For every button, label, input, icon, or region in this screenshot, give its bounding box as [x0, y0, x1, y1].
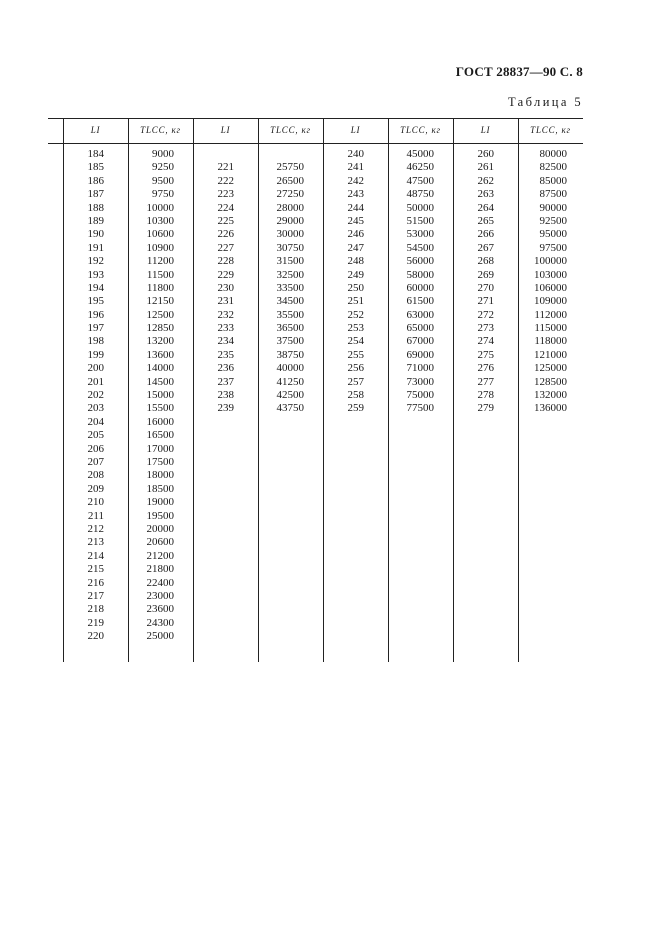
- li-cell: 212: [87, 522, 104, 535]
- table-caption: Таблица 5: [507, 95, 583, 109]
- tlcc-cell: 41250: [276, 375, 304, 388]
- tlcc-cell: 53000: [406, 228, 434, 241]
- tlcc-cell: 54500: [406, 241, 434, 254]
- tlcc-cell: 71000: [406, 362, 434, 375]
- li-cell: 253: [347, 322, 364, 335]
- li-cell: 270: [477, 281, 494, 294]
- tlcc-cell: 38750: [276, 348, 304, 361]
- tlcc-cell: 92500: [539, 214, 567, 227]
- tlcc-cell: 51500: [406, 214, 434, 227]
- li-cell: 238: [217, 389, 234, 402]
- header-tlcc-2: TLCC, кг: [270, 125, 311, 135]
- tlcc-cell: 95000: [539, 228, 567, 241]
- tlcc-cell: 9500: [152, 174, 174, 187]
- tlcc-cell: 14500: [146, 375, 174, 388]
- tlcc-cell: 21800: [146, 563, 174, 576]
- tlcc-cell: 121000: [534, 348, 567, 361]
- li-cell: 188: [87, 201, 104, 214]
- li-cell: 266: [477, 228, 494, 241]
- tlcc-cell: 46250: [406, 161, 434, 174]
- li-cell: 236: [217, 362, 234, 375]
- tlcc-cell: 30750: [276, 241, 304, 254]
- li-cell: 210: [87, 496, 104, 509]
- tlcc-cell: 87500: [539, 188, 567, 201]
- li-cell: 184: [87, 148, 104, 160]
- li-cell: 272: [477, 308, 494, 321]
- tlcc-cell: 36500: [276, 322, 304, 335]
- li-cell: 274: [477, 335, 494, 348]
- header-li-2: LI: [220, 125, 231, 135]
- li-cell: 218: [87, 603, 104, 616]
- tlcc-cell: 73000: [406, 375, 434, 388]
- li-cell: 217: [87, 589, 104, 602]
- li-cell: 244: [347, 201, 364, 214]
- tlcc-cell: 31500: [276, 255, 304, 268]
- li-cell: 186: [87, 174, 104, 187]
- li-cell: 268: [477, 255, 494, 268]
- li-cell: 205: [87, 429, 104, 442]
- li-cell: 257: [347, 375, 364, 388]
- li-cell: 191: [87, 241, 104, 254]
- li-cell: 265: [477, 214, 494, 227]
- tlcc-cell: 125000: [534, 362, 567, 375]
- tlcc-cell: 22400: [146, 576, 174, 589]
- tlcc-cell: 27250: [276, 188, 304, 201]
- tlcc-cell: 11200: [146, 255, 174, 268]
- li-cell: 189: [87, 214, 104, 227]
- li-cell: 200: [87, 362, 104, 375]
- li-cell: 275: [477, 348, 494, 361]
- tlcc-cell: 15000: [146, 389, 174, 402]
- tlcc-cell: 67000: [406, 335, 434, 348]
- li-cell: 216: [87, 576, 104, 589]
- tlcc-cell: 47500: [406, 174, 434, 187]
- tlcc-cell: 69000: [406, 348, 434, 361]
- tlcc-column-3: [388, 148, 434, 416]
- tlcc-cell: 112000: [534, 308, 567, 321]
- tlcc-cell: 60000: [406, 281, 434, 294]
- li-cell: 245: [347, 214, 364, 227]
- tlcc-cell: 10000: [146, 201, 174, 214]
- li-cell: 240: [347, 148, 364, 160]
- li-cell: 273: [477, 322, 494, 335]
- li-cell: 262: [477, 174, 494, 187]
- li-cell: 202: [87, 389, 104, 402]
- li-cell: 241: [347, 161, 364, 174]
- li-cell: 221: [217, 161, 234, 174]
- li-cell: 232: [217, 308, 234, 321]
- li-cell: 197: [87, 322, 104, 335]
- tlcc-cell: 65000: [406, 322, 434, 335]
- li-cell: 199: [87, 348, 104, 361]
- li-cell: 259: [347, 402, 364, 415]
- tlcc-cell: 103000: [534, 268, 567, 281]
- tlcc-cell: 132000: [534, 389, 567, 402]
- li-column-3: [323, 148, 364, 416]
- tlcc-cell: 25750: [276, 161, 304, 174]
- li-cell: 279: [477, 402, 494, 415]
- tlcc-column-2: [258, 148, 304, 416]
- li-cell: 255: [347, 348, 364, 361]
- li-cell: 234: [217, 335, 234, 348]
- tlcc-cell: 28000: [276, 201, 304, 214]
- header-li-1: LI: [90, 125, 101, 135]
- li-cell: 209: [87, 482, 104, 495]
- tlcc-cell: 106000: [534, 281, 567, 294]
- li-cell: 227: [217, 241, 234, 254]
- tlcc-cell: 10300: [146, 214, 174, 227]
- li-cell: 237: [217, 375, 234, 388]
- tlcc-cell: 61500: [406, 295, 434, 308]
- tlcc-cell: 40000: [276, 362, 304, 375]
- li-cell: 256: [347, 362, 364, 375]
- tlcc-cell: [258, 148, 304, 161]
- li-cell: 185: [87, 161, 104, 174]
- tlcc-cell: 19000: [146, 496, 174, 509]
- tlcc-cell: 24300: [146, 616, 174, 629]
- tlcc-cell: 11800: [146, 281, 174, 294]
- li-cell: 220: [87, 630, 104, 643]
- tlcc-cell: 18500: [146, 482, 174, 495]
- li-cell: 247: [347, 241, 364, 254]
- li-cell: 242: [347, 174, 364, 187]
- tlcc-cell: 63000: [406, 308, 434, 321]
- li-cell: 269: [477, 268, 494, 281]
- li-cell: 208: [87, 469, 104, 482]
- li-cell: 203: [87, 402, 104, 415]
- li-cell: 214: [87, 549, 104, 562]
- tlcc-cell: 34500: [276, 295, 304, 308]
- tlcc-cell: 17500: [146, 455, 174, 468]
- tlcc-cell: 16500: [146, 429, 174, 442]
- tlcc-cell: 21200: [146, 549, 174, 562]
- li-cell: 198: [87, 335, 104, 348]
- tlcc-cell: 33500: [276, 281, 304, 294]
- li-cell: 187: [87, 188, 104, 201]
- header-tlcc-3: TLCC, кг: [400, 125, 441, 135]
- tlcc-cell: 30000: [276, 228, 304, 241]
- li-cell: 254: [347, 335, 364, 348]
- tlcc-cell: 77500: [406, 402, 434, 415]
- tlcc-cell: 9000: [152, 148, 174, 160]
- li-cell: 267: [477, 241, 494, 254]
- li-column-4: [453, 148, 494, 416]
- li-cell: 219: [87, 616, 104, 629]
- li-cell: 195: [87, 295, 104, 308]
- tlcc-cell: 85000: [539, 174, 567, 187]
- li-cell: 228: [217, 255, 234, 268]
- page-header: ГОСТ 28837—90 С. 8: [455, 64, 583, 79]
- li-cell: 215: [87, 563, 104, 576]
- tlcc-cell: 80000: [539, 148, 567, 160]
- tlcc-cell: 23000: [146, 589, 174, 602]
- li-cell: 243: [347, 188, 364, 201]
- li-cell: 261: [477, 161, 494, 174]
- li-cell: 251: [347, 295, 364, 308]
- li-cell: 192: [87, 255, 104, 268]
- tlcc-cell: 115000: [534, 322, 567, 335]
- li-cell: 230: [217, 281, 234, 294]
- tlcc-cell: 13200: [146, 335, 174, 348]
- li-cell: 193: [87, 268, 104, 281]
- li-cell: 252: [347, 308, 364, 321]
- tlcc-cell: 12850: [146, 322, 174, 335]
- tlcc-cell: 12150: [146, 295, 174, 308]
- tlcc-cell: 17000: [146, 442, 174, 455]
- li-cell: 276: [477, 362, 494, 375]
- header-li-4: LI: [480, 125, 491, 135]
- tlcc-cell: 100000: [534, 255, 567, 268]
- li-cell: 196: [87, 308, 104, 321]
- li-cell: 194: [87, 281, 104, 294]
- tlcc-cell: 118000: [534, 335, 567, 348]
- li-cell: 246: [347, 228, 364, 241]
- tlcc-cell: 58000: [406, 268, 434, 281]
- tlcc-column-1: [128, 148, 174, 643]
- li-cell: 207: [87, 455, 104, 468]
- li-cell: 248: [347, 255, 364, 268]
- li-cell: 249: [347, 268, 364, 281]
- li-cell: 233: [217, 322, 234, 335]
- li-cell: 250: [347, 281, 364, 294]
- li-column-1: [63, 148, 104, 643]
- li-cell: [193, 148, 234, 161]
- li-cell: 204: [87, 415, 104, 428]
- tlcc-cell: 20600: [146, 536, 174, 549]
- tlcc-cell: 56000: [406, 255, 434, 268]
- li-cell: 222: [217, 174, 234, 187]
- header-tlcc-1: TLCC, кг: [140, 125, 181, 135]
- tlcc-cell: 9250: [152, 161, 174, 174]
- li-cell: 278: [477, 389, 494, 402]
- tlcc-cell: 42500: [276, 389, 304, 402]
- tlcc-cell: 97500: [539, 241, 567, 254]
- tlcc-cell: 45000: [406, 148, 434, 160]
- li-cell: 231: [217, 295, 234, 308]
- tlcc-cell: 18000: [146, 469, 174, 482]
- li-cell: 277: [477, 375, 494, 388]
- tlcc-cell: 10900: [146, 241, 174, 254]
- tlcc-cell: 75000: [406, 389, 434, 402]
- li-cell: 211: [87, 509, 104, 522]
- tlcc-cell: 128500: [534, 375, 567, 388]
- li-cell: 263: [477, 188, 494, 201]
- li-cell: 226: [217, 228, 234, 241]
- li-cell: 225: [217, 214, 234, 227]
- tlcc-column-4: [518, 148, 567, 416]
- tlcc-cell: 35500: [276, 308, 304, 321]
- tlcc-cell: 14000: [146, 362, 174, 375]
- li-cell: 190: [87, 228, 104, 241]
- tlcc-cell: 32500: [276, 268, 304, 281]
- tlcc-cell: 29000: [276, 214, 304, 227]
- tlcc-cell: 37500: [276, 335, 304, 348]
- tlcc-cell: 48750: [406, 188, 434, 201]
- tlcc-cell: 109000: [534, 295, 567, 308]
- li-cell: 229: [217, 268, 234, 281]
- li-cell: 213: [87, 536, 104, 549]
- li-cell: 223: [217, 188, 234, 201]
- tlcc-cell: 15500: [146, 402, 174, 415]
- tlcc-cell: 26500: [276, 174, 304, 187]
- li-cell: 235: [217, 348, 234, 361]
- tlcc-cell: 136000: [534, 402, 567, 415]
- tlcc-cell: 19500: [146, 509, 174, 522]
- li-column-2: [193, 148, 234, 416]
- header-li-3: LI: [350, 125, 361, 135]
- li-cell: 264: [477, 201, 494, 214]
- li-cell: 206: [87, 442, 104, 455]
- tlcc-cell: 16000: [146, 415, 174, 428]
- li-cell: 260: [477, 148, 494, 160]
- li-cell: 224: [217, 201, 234, 214]
- tlcc-cell: 90000: [539, 201, 567, 214]
- tlcc-cell: 82500: [539, 161, 567, 174]
- tlcc-cell: 11500: [146, 268, 174, 281]
- li-cell: 201: [87, 375, 104, 388]
- tlcc-cell: 25000: [146, 630, 174, 643]
- tlcc-cell: 9750: [152, 188, 174, 201]
- tlcc-cell: 50000: [406, 201, 434, 214]
- header-tlcc-4: TLCC, кг: [530, 125, 571, 135]
- tlcc-cell: 43750: [276, 402, 304, 415]
- tlcc-cell: 13600: [146, 348, 174, 361]
- tlcc-cell: 10600: [146, 228, 174, 241]
- tlcc-cell: 23600: [146, 603, 174, 616]
- tlcc-cell: 20000: [146, 522, 174, 535]
- li-cell: 271: [477, 295, 494, 308]
- li-cell: 258: [347, 389, 364, 402]
- tlcc-cell: 12500: [146, 308, 174, 321]
- li-cell: 239: [217, 402, 234, 415]
